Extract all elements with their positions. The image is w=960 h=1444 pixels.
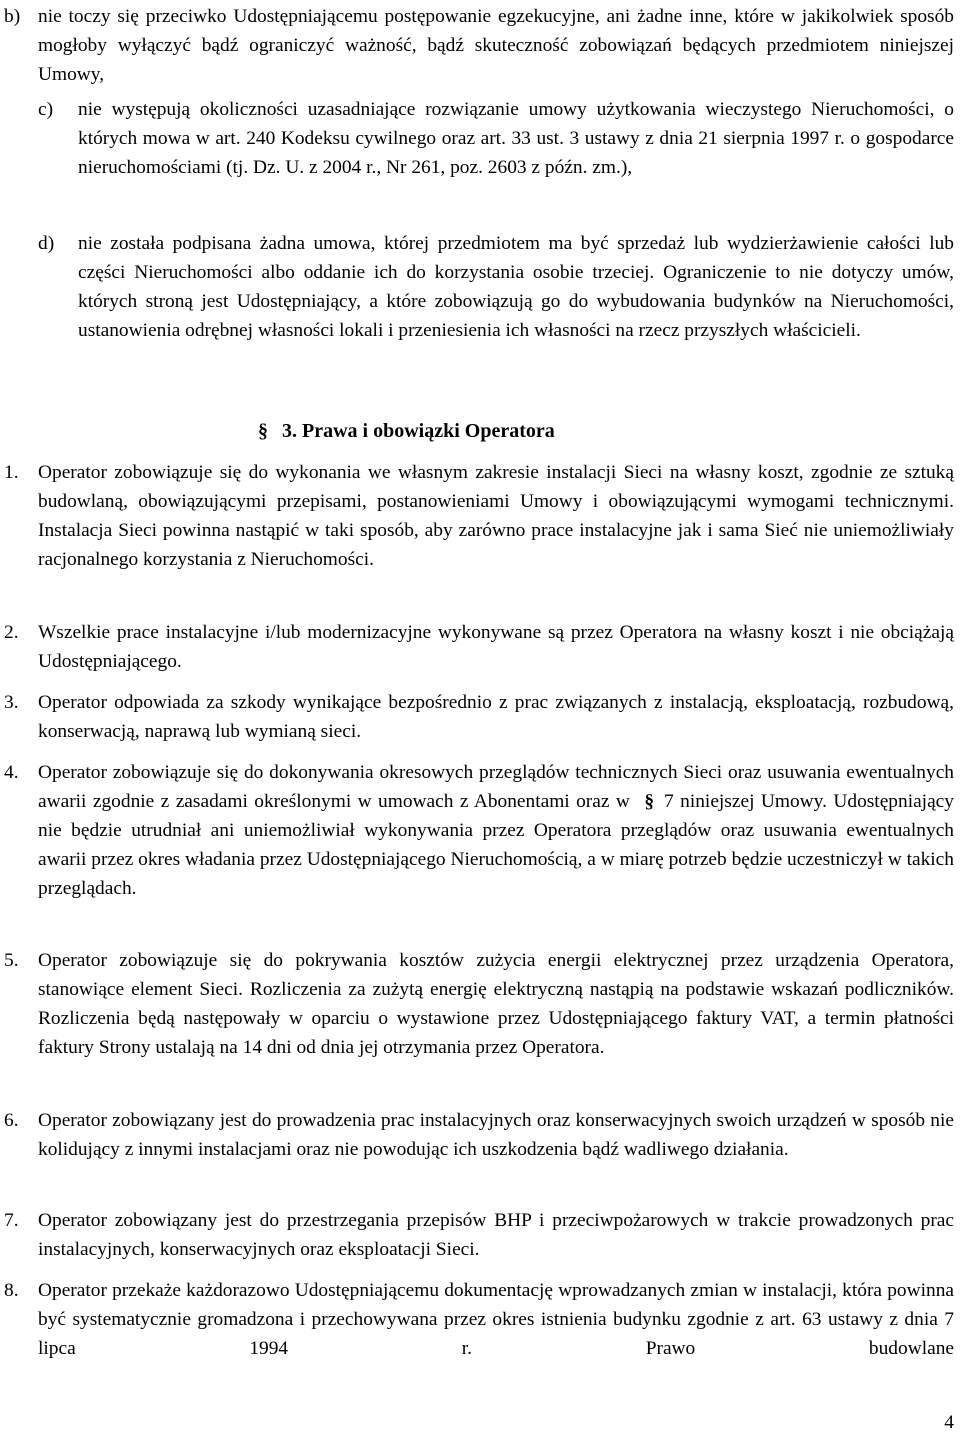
item-label-5: 5. — [4, 950, 19, 971]
item-label-8: 8. — [4, 1280, 19, 1301]
section-sign: § — [258, 420, 268, 442]
item-1: Operator zobowiązuje się do wykonania we własnym zakresie instalacji Sieci na własny koszt, zgodnie ze sztuką budowlaną, obowiązującymi przepisami, postanowieniami Umowy i obowiązującymi wymogami technicznymi. Instalacja Sieci powinna nastąpić w taki sposób, aby zarówno prace instalacyjne jak i sama Sieć nie uniemożliwiały racjonalnego korzystania z Nieruchomości. — [38, 462, 954, 570]
item-label-3: 3. — [4, 692, 19, 713]
item-2: Wszelkie prace instalacyjne i/lub modernizacyjne wykonywane są przez Operatora na własny koszt i nie obciążają Udostępniającego. — [38, 622, 954, 672]
section-title: 3. Prawa i obowiązki Operatora — [282, 420, 555, 442]
item-label-1: 1. — [4, 462, 19, 483]
item-label-2: 2. — [4, 622, 19, 643]
item-5: Operator zobowiązuje się do pokrywania kosztów zużycia energii elektrycznej przez urządzenia Operatora, stanowiące element Sieci. Rozliczenia za zużytą energię elektryczną nastąpią na podstawie wskazań podliczników. Rozliczenia będą następowały w oparciu o wystawione przez Udostępniającego faktury VAT, a termin płatności faktury Strony ustalają na 14 dni od dnia jej otrzymania przez Operatora. — [38, 950, 954, 1058]
list-item-c: nie występują okoliczności uzasadniające rozwiązanie umowy użytkowania wieczystego Nieruchomości, o których mowa w art. 240 Kodeksu cywilnego oraz art. 33 ust. 3 ustawy z dnia 21 sierpnia 1997 r. o gospodarce nieruchomościami (tj. Dz. U. z 2004 r., Nr 261, poz. 2603 z późn. zm.), — [78, 99, 954, 178]
item-7: Operator zobowiązany jest do przestrzegania przepisów BHP i przeciwpożarowych w trakcie prowadzonych prac instalacyjnych, konserwacyjnych oraz eksploatacji Sieci. — [38, 1210, 954, 1260]
item-4-text-before: Operator zobowiązuje się do dokonywania okresowych przeglądów technicznych Sieci oraz usuwania ewentualnych awarii zgodnie z zasadami określonymi w umowach z Abonentami oraz w — [38, 762, 954, 812]
item-8: Operator przekaże każdorazowo Udostępniającemu dokumentację wprowadzanych zmian w instalacji, która powinna być systematycznie gromadzona i przechowywana przez okres istnienia budynku zgodnie z art. 63 ustawy z dnia 7 lipca 1994 r. Prawo budowlane — [38, 1280, 954, 1359]
item-label-4: 4. — [4, 762, 19, 783]
list-label-d: d) — [38, 233, 55, 254]
item-4-text-after: 7 niniejszej Umowy. Udostępniający nie będzie utrudniał ani uniemożliwiał wykonywania przez Operatora przeglądów oraz usuwania ewentualnych awarii przez okres władania przez Udostępniającego Nieruchomością, a w miarę potrzeb będzie uczestniczył w takich przeglądach. — [38, 791, 954, 899]
list-label-c: c) — [38, 99, 54, 120]
page-number: 4 — [944, 1412, 954, 1433]
item-6: Operator zobowiązany jest do prowadzenia prac instalacyjnych oraz konserwacyjnych swoich urządzeń w sposób nie kolidujący z innymi instalacjami oraz nie powodując ich uszkodzenia bądź wadliwego działania. — [38, 1110, 954, 1160]
list-item-d: nie została podpisana żadna umowa, której przedmiotem ma być sprzedaż lub wydzierżawienie całości lub części Nieruchomości albo oddanie ich do korzystania osobie trzeciej. Ograniczenie to nie dotyczy umów, których stroną jest Udostępniający, a które zobowiązują go do wybudowania budynków na Nieruchomości, ustanowienia odrębnej własności lokali i przeniesienia ich własności na rzecz przyszłych właścicieli. — [78, 233, 954, 341]
item-4-section-sign: § — [644, 791, 655, 812]
item-label-6: 6. — [4, 1110, 19, 1131]
list-label-b: b) — [4, 6, 21, 27]
list-item-b: nie toczy się przeciwko Udostępniającemu postępowanie egzekucyjne, ani żadne inne, które w jakikolwiek sposób mogłoby wyłączyć bądź ograniczyć ważność, bądź skuteczność zobowiązań będących przedmiotem niniejszej Umowy, — [38, 6, 954, 85]
item-3: Operator odpowiada za szkody wynikające bezpośrednio z prac związanych z instalacją, eksploatacją, rozbudową, konserwacją, naprawą lub wymianą sieci. — [38, 692, 954, 742]
section-heading — [258, 417, 555, 446]
item-4 — [38, 758, 954, 903]
item-label-7: 7. — [4, 1210, 19, 1231]
